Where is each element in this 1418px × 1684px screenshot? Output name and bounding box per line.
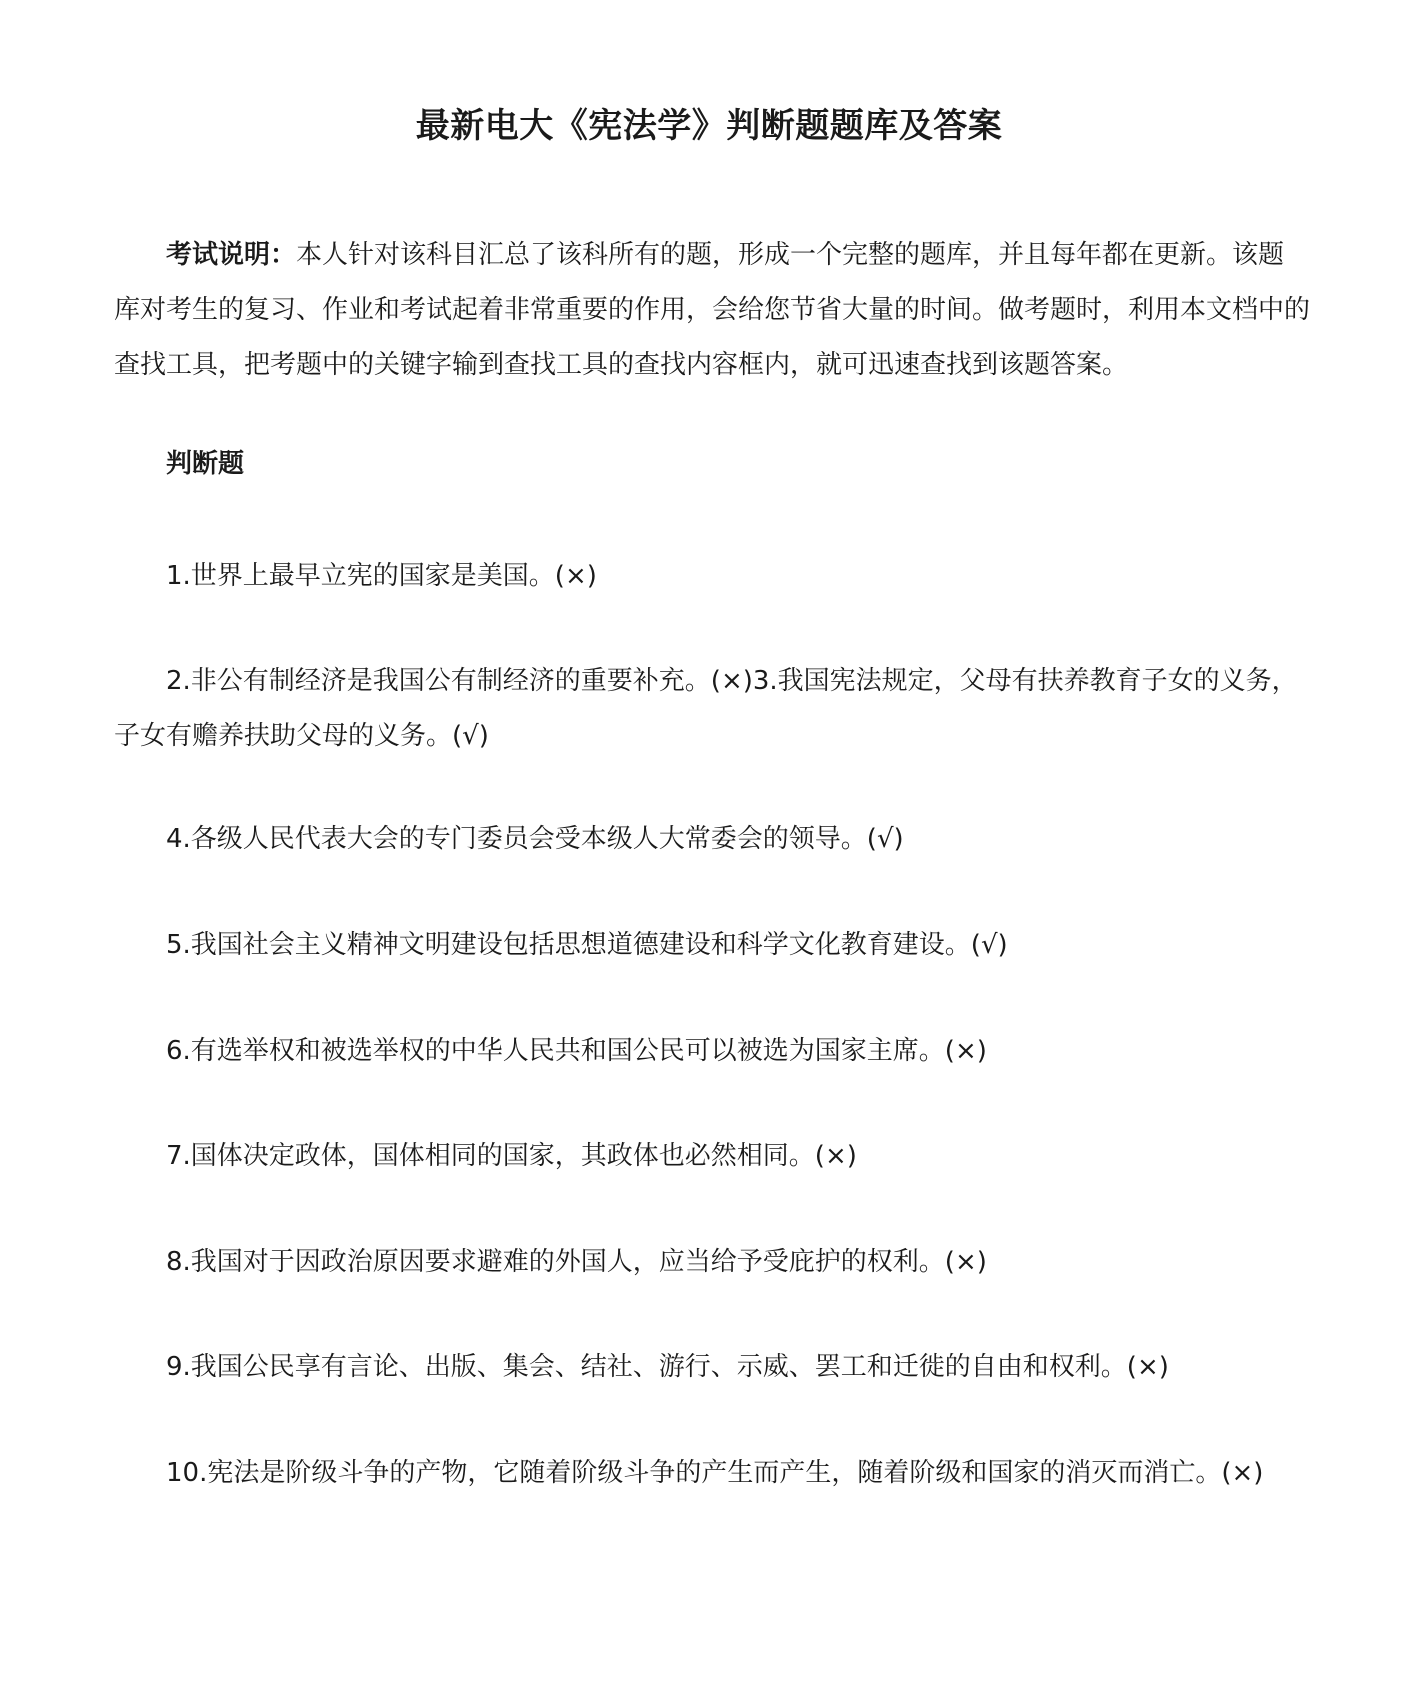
question-item: 10.宪法是阶级斗争的产物，它随着阶级斗争的产生而产生，随着阶级和国家的消灭而消亡。(×)	[166, 1458, 1264, 1488]
question-item: 5.我国社会主义精神文明建设包括思想道德建设和科学文化教育建设。(√)	[166, 930, 1008, 960]
document-title: 最新电大《宪法学》判断题题库及答案	[415, 106, 1003, 146]
question-item: 9.我国公民享有言论、出版、集会、结社、游行、示威、罢工和迁徙的自由和权利。(×)	[166, 1352, 1169, 1382]
exam-instructions-label: 考试说明：	[166, 240, 297, 270]
exam-instructions-text: 本人针对该科目汇总了该科所有的题，形成一个完整的题库，并且每年都在更新。该题库对考生的复习、作业和考试起着非常重要的作用，会给您节省大量的时间。做考题时，利用本文档中的查找工具，把考题中的关键字输到查找工具的查找内容框内，就可迅速查找到该题答案。	[114, 240, 1311, 380]
exam-instructions	[114, 228, 1310, 393]
question-item: 7.国体决定政体，国体相同的国家，其政体也必然相同。(×)	[166, 1141, 857, 1171]
section-heading: 判断题	[166, 449, 245, 479]
question-item: 8.我国对于因政治原因要求避难的外国人，应当给予受庇护的权利。(×)	[166, 1247, 987, 1277]
question-item: 1.世界上最早立宪的国家是美国。(×)	[166, 561, 597, 591]
question-item: 6.有选举权和被选举权的中华人民共和国公民可以被选为国家主席。(×)	[166, 1036, 987, 1066]
question-item: 4.各级人民代表大会的专门委员会受本级人大常委会的领导。(√)	[166, 824, 904, 854]
question-item: 2.非公有制经济是我国公有制经济的重要补充。(×)3.我国宪法规定，父母有扶养教育子女的义务，子女有赡养扶助父母的义务。(√)	[114, 666, 1298, 751]
